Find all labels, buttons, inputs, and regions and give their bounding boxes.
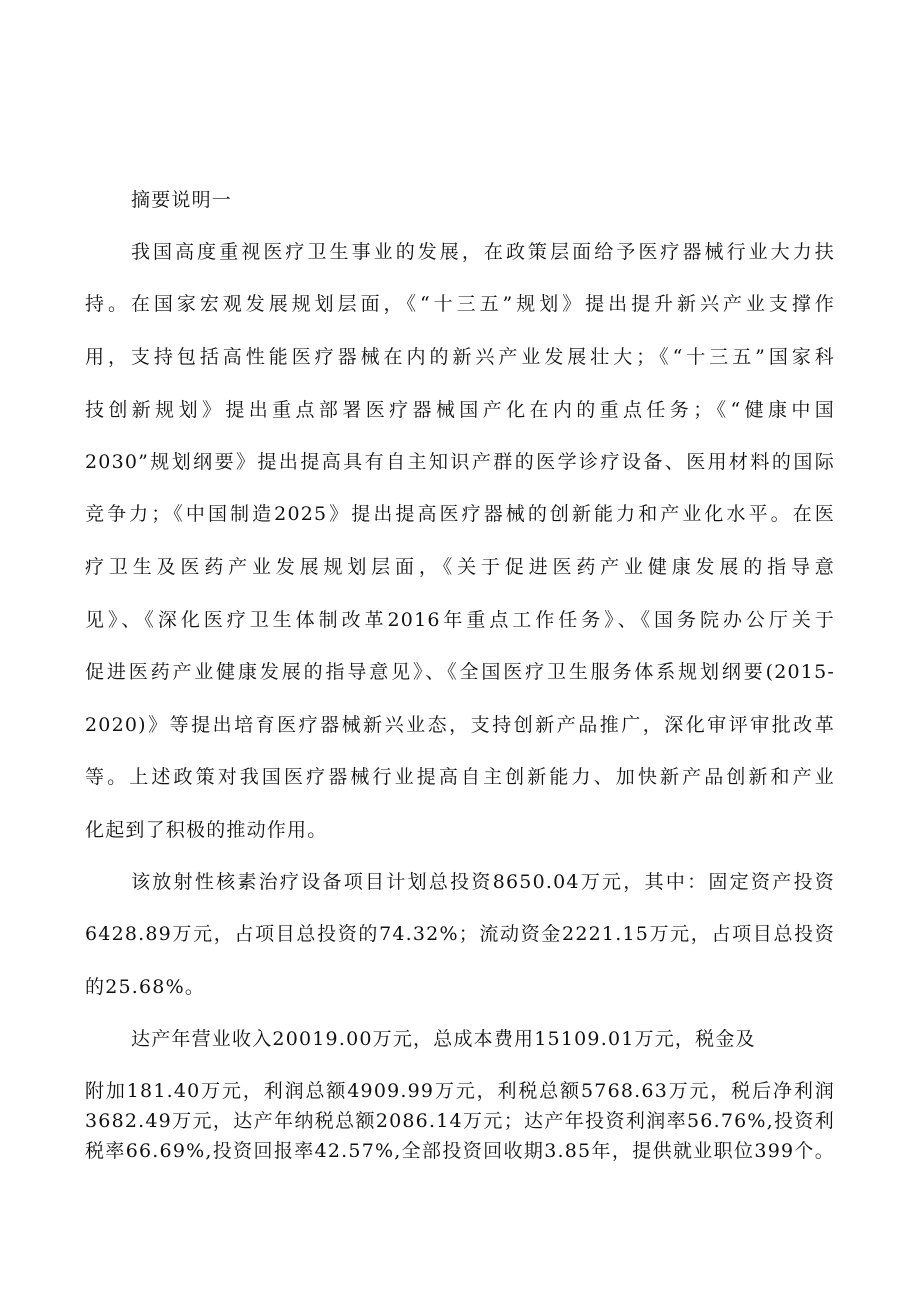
- p1-line-7: 疗卫生及医药产业发展规划层面，《关于促进医药产业健康发展的指导意: [85, 556, 835, 578]
- p2-line-3: 的25.68%。: [85, 976, 206, 998]
- p3-line-1: 达产年营业收入20019.00万元，总成本费用15109.01万元，税金及: [131, 1028, 756, 1050]
- p3-line-3: 3682.49万元，达产年纳税总额2086.14万元；达产年投资利润率56.76%,投资利: [85, 1110, 835, 1132]
- p1-line-1: 我国高度重视医疗卫生事业的发展，在政策层面给予医疗器械行业大力扶: [131, 241, 835, 263]
- p3-line-4: 税率66.69%,投资回报率42.57%,全部投资回收期3.85年，提供就业职位399个。: [85, 1140, 835, 1162]
- p1-line-9: 促进医药产业健康发展的指导意见》、《全国医疗卫生服务体系规划纲要(2015-: [85, 661, 835, 683]
- p1-line-8: 见》、《深化医疗卫生体制改革2016年重点工作任务》、《国务院办公厅关于: [85, 609, 835, 631]
- p1-line-11: 等。上述政策对我国医疗器械行业提高自主创新能力、加快新产品创新和产业: [85, 766, 835, 788]
- p1-line-10: 2020)》等提出培育医疗器械新兴业态，支持创新产品推广，深化审评审批改革: [85, 714, 835, 736]
- section-heading: 摘要说明一: [131, 189, 233, 211]
- p1-line-3: 用，支持包括高性能医疗器械在内的新兴产业发展壮大；《“十三五”国家科: [85, 346, 835, 368]
- p1-line-2: 持。在国家宏观发展规划层面，《“十三五”规划》提出提升新兴产业支撑作: [85, 293, 835, 315]
- p2-line-2: 6428.89万元，占项目总投资的74.32%；流动资金2221.15万元，占项目总投资: [85, 923, 835, 945]
- p1-line-4: 技创新规划》提出重点部署医疗器械国产化在内的重点任务；《“健康中国: [85, 399, 835, 421]
- p1-line-6: 竞争力；《中国制造2025》提出提高医疗器械的创新能力和产业化水平。在医: [85, 503, 835, 525]
- p1-line-12: 化起到了积极的推动作用。: [85, 819, 328, 841]
- p1-line-5: 2030”规划纲要》提出提高具有自主知识产群的医学诊疗设备、医用材料的国际: [85, 451, 835, 473]
- p3-line-2: 附加181.40万元，利润总额4909.99万元，利税总额5768.63万元，税后净利润: [85, 1080, 835, 1102]
- p2-line-1: 该放射性核素治疗设备项目计划总投资8650.04万元，其中：固定资产投资: [131, 871, 835, 893]
